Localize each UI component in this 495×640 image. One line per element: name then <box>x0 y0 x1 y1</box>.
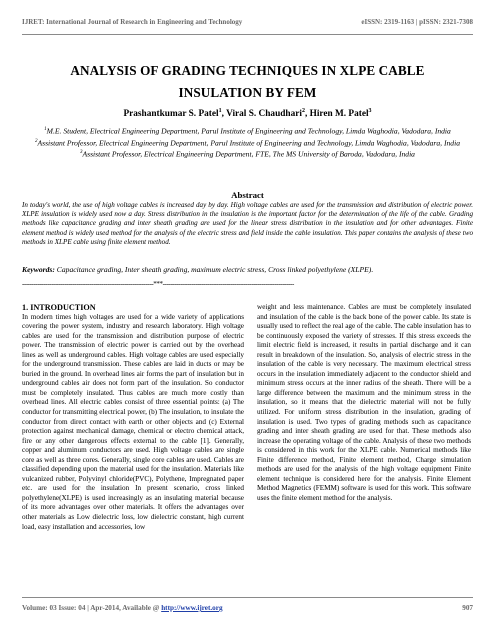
intro-text-left: In modern times high voltages are used for a wide variety of applications covering the power system, industry and research laboratory. High voltage cables are used for the transmission and distribution purpose of electric power. The transmission of electric power is carried out by the overhead lines as well as underground cables. High voltage cables are used especially for the underground transmission. These cables are laid in ducts or may be buried in the ground. In overhead lines air forms the part of insulation but in underground cables air does not form part of the insulation. So conductor must be completely insulated. Thus cables are much more costly than overhead lines. All electric cables consist of three essential points: (a) The conductor for transmitting electrical power, (b) The insulation, to insulate the conductor from direct contact with earth or other objects and (c) External protection against mechanical damage, chemical or electro chemical attack, fire or any other dangerous effects external to the cable [1]. Generally, copper and aluminum conductors are used. High voltage cables are single core as well as three cores. Generally, single core cables are used. Cables are classified depending upon the material used for the insulation. Materials like vulcanized rubber, Polyvinyl chloride(PVC), Polythene, Impregnated paper etc. are used for the insulation In present scenario, cross linked polyethylene(XLPE) is used increasingly as an insulating material because of its more advantages over other materials. It offers the advantages over other materials as Low dielectric loss, low dielectric constant, high current load, easy installation and accessories, low <box>22 312 244 531</box>
header-rule <box>22 34 473 35</box>
affiliations <box>34 125 461 160</box>
affiliation: $^3$Assistant Professor, Electrical Engineering Department, FTE, The MS University of Baroda, Vadodara, India <box>80 150 415 159</box>
left-column <box>22 303 244 532</box>
journal-name: IJRET: International Journal of Research in Engineering and Technology <box>22 18 243 26</box>
section-divider: --------------------------------------------------------------------***-------------------------------------------------------------------- <box>22 280 294 288</box>
author-name: Hiren M. Patel <box>309 109 369 120</box>
page-number: 907 <box>462 604 473 612</box>
author-list: Prashantkumar S. Patel$^1$, Viral S. Chaudhari$^2$, Hiren M. Patel$^3$ <box>123 108 372 120</box>
keywords <box>22 265 473 274</box>
affiliation: $^2$Assistant Professor, Electrical Engineering Department, Parul Institute of Engineering and Technology, Limda Waghodia, Vadodara, India <box>35 138 460 148</box>
author-name: Prashantkumar S. Patel <box>123 109 219 120</box>
keywords-label: Keywords: <box>22 265 55 274</box>
issn: eISSN: 2319-1163 | pISSN: 2321-7308 <box>361 18 473 26</box>
abstract-text: In today's world, the use of high voltage cables is increased day by day. High voltage cables are used for the transmission and distribution of electric power. XLPE insulation is widely used now a day. Stress distribution in the insulation is the important factor for the determination of the life of the cable. Grading methods like capacitance grading and inter sheath grading are used for the linear stress distribution in the insulation and for other advantages. Finite element method is widely used method for the analysis of the electric stress and field inside the cable insulation. This paper contains the analysis of these two methods in XLPE cable using finite element method. <box>22 201 473 246</box>
author-sup: 2 <box>301 108 305 114</box>
abstract-heading: Abstract <box>231 190 264 200</box>
intro-text-right: weight and less maintenance. Cables are must be completely insulated and insulation of the cable is the back bone of the power cable. Its state is usually used to reflect the real age of the cable. The cable insulation has to be continuously exposed the variety of stresses. If this stress exceeds the limit electric field is increased, it results in partial discharge and it can result in breakdown of the insulation. So, analysis of electric stress in the insulation of the cable is very necessary. The maximum electrical stress occurs in the insulation immediately adjacent to the conductor shield and minimum stress occurs at the inner radius of the sheath. There will be a large difference between the maximum and the minimum stress in the insulation, so it means that the dielectric material will not be fully utilized. For uniform stress distribution in the insulation, grading of insulation is used. Two types of grading methods such as capacitance grading and inter sheath grading are used for that. These methods also increase the operating voltage of the cable. Analysis of these two methods is considered in this work for the XLPE cable. Numerical methods like Finite difference method, Finite element method, Charge simulation methods are used for the analysis of the high voltage equipment Finite element technique is considered here for the analysis. Finite Element Method Magnetics (FEMM) software is used for this work. This software uses the finite element method for the analysis. <box>257 303 472 502</box>
footer-volume: Volume: 03 Issue: 04 | Apr-2014, Available @ http://www.ijret.org <box>22 604 223 612</box>
footer-rule <box>22 597 473 598</box>
author-sup: 3 <box>368 108 372 114</box>
keywords-text: Capacitance grading, Inter sheath grading, maximum electric stress, Cross linked polyethylene (XLPE). <box>54 265 374 274</box>
running-header <box>22 18 473 32</box>
paper-title: ANALYSIS OF GRADING TECHNIQUES IN XLPE CABLE INSULATION BY FEM <box>70 63 425 100</box>
affiliation: $^1$M.E. Student, Electrical Engineering Department, Parul Institute of Engineering and Technology, Limda Waghodia, Vadodara, India <box>44 126 451 136</box>
right-column <box>257 303 471 503</box>
author-name: Viral S. Chaudhari <box>226 109 302 120</box>
author-sup: 1 <box>218 108 222 114</box>
section-heading: 1. INTRODUCTION <box>22 303 96 312</box>
journal-link[interactable]: http://www.ijret.org <box>161 604 223 612</box>
